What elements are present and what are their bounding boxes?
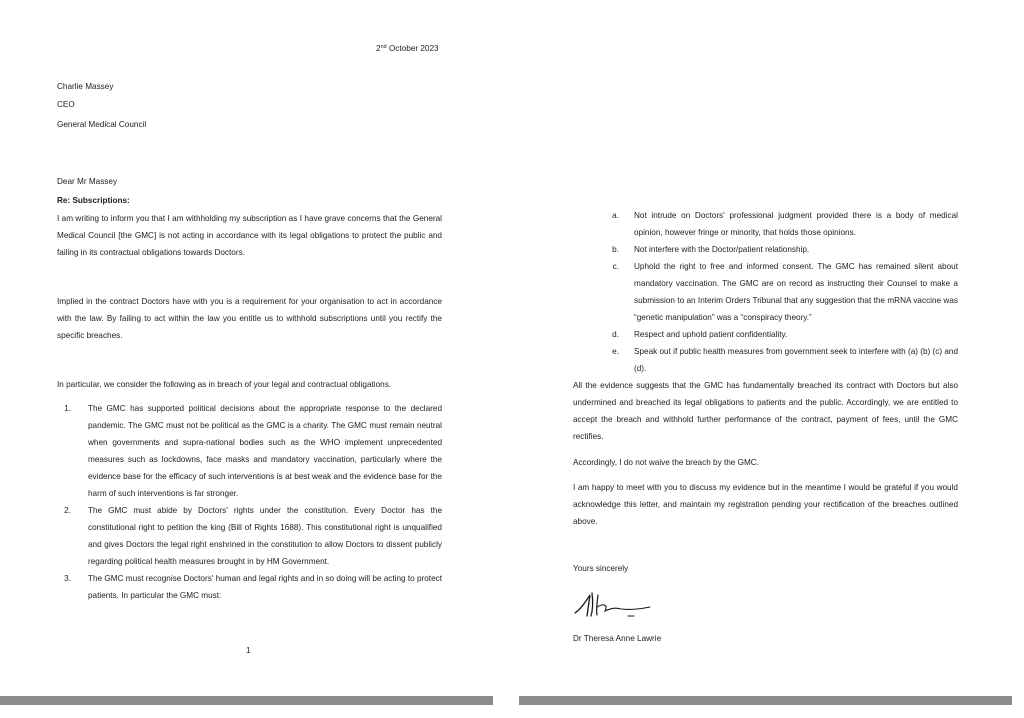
list-item <box>605 258 958 326</box>
list-item <box>57 570 442 604</box>
letter-page-2 <box>515 0 1024 718</box>
paragraph-all-evidence: All the evidence suggests that the GMC has fundamentally breached its contract with Doctors but also undermined and breached its legal obligations to patients and the public. Accordingly, we are entitled to accept the breach and withhold further performance of the contract, payment of fees, until the GMC rectifies. <box>573 381 958 441</box>
list-marker: c. <box>612 262 619 271</box>
list-marker: 3. <box>64 574 71 583</box>
paragraph-happy-to-meet: I am happy to meet with you to discuss my evidence but in the meantime I would be grateful if you would acknowledge this letter, and maintain my registration pending your rectification of the breaches outlined above. <box>573 483 958 526</box>
list-item-text: Not intrude on Doctors' professional judgment provided there is a body of medical opinion, however fringe or minority, that holds those opinions. <box>634 211 958 237</box>
recipient-name: Charlie Massey <box>57 82 114 91</box>
page-number: 1 <box>246 646 251 655</box>
list-item <box>605 343 958 377</box>
letter-date: 2nd October 2023 <box>376 44 439 53</box>
list-item <box>57 400 442 502</box>
paragraph-implied-contract: Implied in the contract Doctors have with you is a requirement for your organisation to act in accordance with the law. By failing to act within the law you entitle us to withhold subscriptions until you rectify the specific breaches. <box>57 297 442 340</box>
lettered-list <box>605 207 958 377</box>
signature-image <box>571 585 653 625</box>
signoff: Yours sincerely <box>573 564 629 573</box>
list-marker: e. <box>612 347 619 356</box>
list-item-text: Speak out if public health measures from government seek to interfere with (a) (b) (c) and (d). <box>634 347 959 373</box>
list-item-text: The GMC must abide by Doctors' rights under the constitution. Every Doctor has the constitutional right to petition the king (Bill of Rights 1688). This constitutional right is unqualified and gives Doctors the legal right enshrined in the constitution to allow Doctors to dissent publicly regarding political health measures brought in by HM Government. <box>88 506 442 566</box>
list-item-text: Respect and uphold patient confidentiality. <box>634 330 788 339</box>
list-item-text: Uphold the right to free and informed consent. The GMC has remained silent about mandatory vaccination. The GMC are on record as instructing their Counsel to make a submission to an Interim Orders Tribunal that any suggestion that the mRNA vaccine was “genetic manipulation” was a “conspiracy theory.” <box>634 262 958 322</box>
list-marker: b. <box>612 245 619 254</box>
recipient-organisation: General Medical Council <box>57 120 147 129</box>
signatory-name: Dr Theresa Anne Lawrie <box>573 634 662 643</box>
subject-line: Re: Subscriptions: <box>57 196 130 205</box>
letter-page-1 <box>0 0 505 718</box>
paragraph-in-particular: In particular, we consider the following as in breach of your legal and contractual obligations. <box>57 380 392 389</box>
page-bottom-edge <box>519 696 1012 705</box>
numbered-list <box>57 400 442 604</box>
list-item <box>605 326 958 343</box>
salutation: Dear Mr Massey <box>57 177 118 186</box>
list-marker: a. <box>612 211 619 220</box>
list-item <box>605 207 958 241</box>
handwritten-signature <box>571 585 653 625</box>
list-item <box>605 241 958 258</box>
paragraph-no-waiver: Accordingly, I do not waive the breach by the GMC. <box>573 458 759 467</box>
recipient-title: CEO <box>57 100 75 109</box>
paragraph-intro: I am writing to inform you that I am withholding my subscription as I have grave concerns that the General Medical Council [the GMC] is not acting in accordance with its legal obligations to protect the public and failing in its contractual obligations towards Doctors. <box>57 214 442 257</box>
list-item-text: The GMC has supported political decisions about the appropriate response to the declared pandemic. The GMC must not be political as the GMC is a charity. The GMC must remain neutral when governments and supra-national bodies such as the WHO implement unprecedented measures such as lockdowns, face masks and mandatory vaccination, particularly where the evidence base for the efficacy of such interventions is at best weak and the evidence base for the harm of such interventions is far stronger. <box>88 404 442 498</box>
list-item <box>57 502 442 570</box>
list-marker: d. <box>612 330 619 339</box>
list-item-text: The GMC must recognise Doctors' human and legal rights and in so doing will be acting to protect patients. In particular the GMC must: <box>88 574 442 600</box>
list-marker: 2. <box>64 506 71 515</box>
list-item-text: Not interfere with the Doctor/patient relationship. <box>634 245 810 254</box>
page-bottom-edge <box>0 696 493 705</box>
list-marker: 1. <box>64 404 71 413</box>
